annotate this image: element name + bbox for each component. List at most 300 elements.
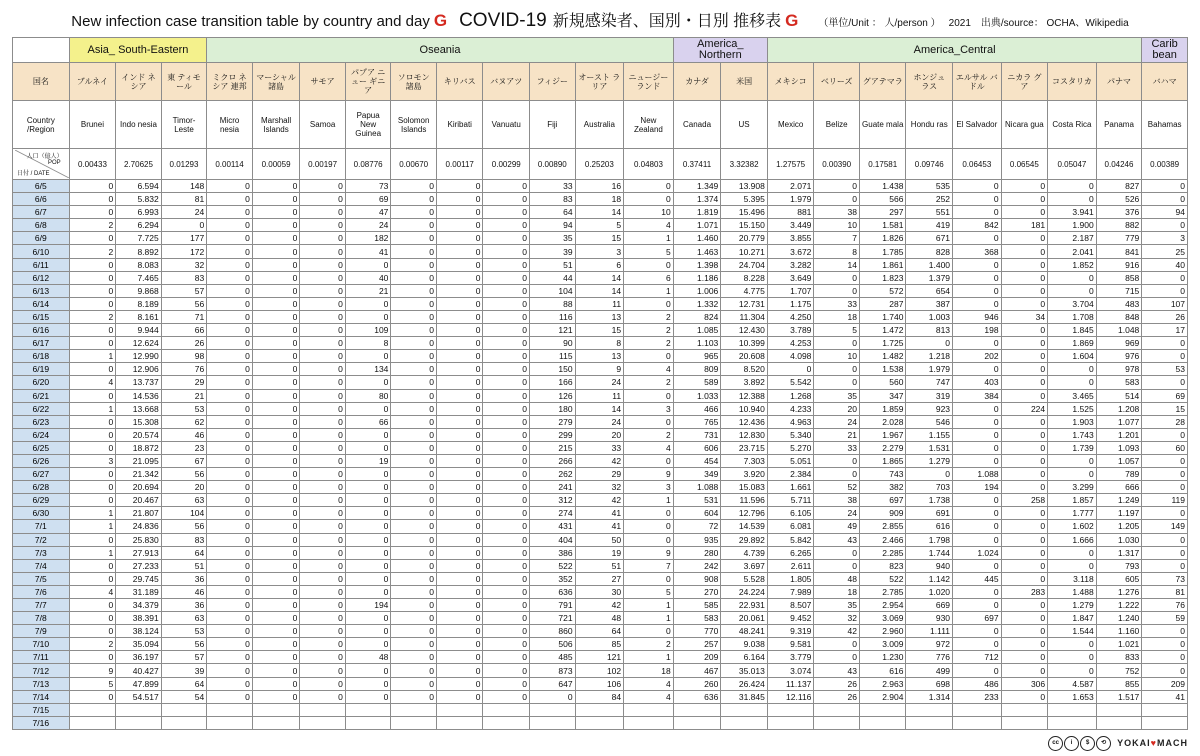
value-cell: 0 xyxy=(391,206,437,219)
value-cell: 0 xyxy=(69,415,116,428)
value-cell: 0 xyxy=(624,625,674,638)
value-cell: 671 xyxy=(906,232,953,245)
date-cell: 7/7 xyxy=(13,599,70,612)
table-row xyxy=(13,677,1188,690)
value-cell: 616 xyxy=(859,664,906,677)
value-cell: 6.265 xyxy=(767,546,814,559)
country-en-3: Micro nesia xyxy=(207,101,253,149)
table-row xyxy=(13,245,1188,258)
value-cell: 0 xyxy=(69,572,116,585)
value-cell: 1.071 xyxy=(673,219,721,232)
value-cell: 551 xyxy=(906,206,953,219)
value-cell xyxy=(1096,703,1142,716)
value-cell: 0 xyxy=(391,585,437,598)
value-cell: 698 xyxy=(906,677,953,690)
value-cell: 0 xyxy=(436,690,483,703)
country-jp-0: ブルネイ xyxy=(69,63,116,101)
value-cell: 0 xyxy=(483,180,530,193)
value-cell: 616 xyxy=(906,520,953,533)
value-cell: 5.832 xyxy=(116,193,162,206)
value-cell: 1.798 xyxy=(906,533,953,546)
value-cell: 0 xyxy=(300,664,346,677)
value-cell xyxy=(69,716,116,729)
value-cell: 0 xyxy=(483,454,530,467)
value-cell: 483 xyxy=(1096,297,1142,310)
value-cell: 11 xyxy=(575,297,624,310)
value-cell: 84 xyxy=(575,690,624,703)
value-cell: 14.536 xyxy=(116,389,162,402)
country-jp-21: コスタリカ xyxy=(1048,63,1097,101)
value-cell: 566 xyxy=(859,193,906,206)
value-cell: 3.465 xyxy=(1048,389,1097,402)
value-cell: 21 xyxy=(345,284,391,297)
value-cell: 5.051 xyxy=(767,454,814,467)
value-cell: 35 xyxy=(814,599,860,612)
value-cell xyxy=(814,716,860,729)
value-cell: 0 xyxy=(483,350,530,363)
value-cell: 299 xyxy=(530,428,576,441)
value-cell: 76 xyxy=(1142,599,1188,612)
value-cell: 0 xyxy=(953,297,1002,310)
value-cell: 0 xyxy=(300,363,346,376)
value-cell: 8.520 xyxy=(721,363,768,376)
value-cell: 0 xyxy=(436,651,483,664)
value-cell xyxy=(1142,703,1188,716)
value-cell: 257 xyxy=(673,638,721,651)
value-cell: 0 xyxy=(207,625,253,638)
value-cell: 260 xyxy=(673,677,721,690)
value-cell: 4 xyxy=(624,690,674,703)
value-cell: 0 xyxy=(1001,651,1048,664)
title-japanese: 新規感染者、国別・日別 推移表 xyxy=(552,13,782,30)
value-cell: 0 xyxy=(1048,638,1097,651)
value-cell: 0 xyxy=(483,612,530,625)
value-cell: 604 xyxy=(673,507,721,520)
value-cell: 26 xyxy=(814,690,860,703)
population-18: 0.09746 xyxy=(906,149,953,180)
value-cell: 0 xyxy=(345,402,391,415)
value-cell: 1.707 xyxy=(767,284,814,297)
value-cell: 20.574 xyxy=(116,428,162,441)
value-cell xyxy=(1001,716,1048,729)
value-cell: 6.993 xyxy=(116,206,162,219)
value-cell: 0 xyxy=(391,572,437,585)
value-cell: 0 xyxy=(345,690,391,703)
value-cell: 21.342 xyxy=(116,468,162,481)
population-6: 0.08776 xyxy=(345,149,391,180)
value-cell: 270 xyxy=(673,585,721,598)
value-cell: 813 xyxy=(906,324,953,337)
value-cell: 0 xyxy=(483,271,530,284)
value-cell: 0 xyxy=(300,206,346,219)
value-cell: 0 xyxy=(391,324,437,337)
population-15: 1.27575 xyxy=(767,149,814,180)
value-cell: 3 xyxy=(1142,232,1188,245)
value-cell: 0 xyxy=(252,193,300,206)
value-cell: 0 xyxy=(953,180,1002,193)
value-cell: 0 xyxy=(300,193,346,206)
value-cell: 41 xyxy=(345,245,391,258)
value-cell: 63 xyxy=(161,612,207,625)
value-cell: 67 xyxy=(161,454,207,467)
value-cell: 1.859 xyxy=(859,402,906,415)
population-7: 0.00670 xyxy=(391,149,437,180)
value-cell: 0 xyxy=(1142,219,1188,232)
value-cell: 1.826 xyxy=(859,232,906,245)
value-cell: 109 xyxy=(345,324,391,337)
value-cell: 181 xyxy=(1001,219,1048,232)
value-cell: 7 xyxy=(814,232,860,245)
country-jp-15: メキシコ xyxy=(767,63,814,101)
value-cell: 9.319 xyxy=(767,625,814,638)
value-cell: 24 xyxy=(575,376,624,389)
value-cell: 0 xyxy=(483,572,530,585)
value-cell: 0 xyxy=(483,546,530,559)
corner-en: Country /Region xyxy=(13,101,70,149)
value-cell: 15 xyxy=(1142,402,1188,415)
population-19: 0.06453 xyxy=(953,149,1002,180)
value-cell: 0 xyxy=(252,324,300,337)
value-cell: 605 xyxy=(1096,572,1142,585)
country-jp-23: バハマ xyxy=(1142,63,1188,101)
value-cell: 35 xyxy=(814,389,860,402)
value-cell: 0 xyxy=(300,389,346,402)
value-cell: 770 xyxy=(673,625,721,638)
value-cell: 0 xyxy=(252,337,300,350)
value-cell: 506 xyxy=(530,638,576,651)
value-cell: 0 xyxy=(1048,193,1097,206)
corner-jp: 国名 xyxy=(13,63,70,101)
value-cell: 1.903 xyxy=(1048,415,1097,428)
value-cell: 0 xyxy=(436,415,483,428)
value-cell: 1.517 xyxy=(1096,690,1142,703)
value-cell: 1.205 xyxy=(1096,520,1142,533)
value-cell: 0 xyxy=(1048,454,1097,467)
country-en-11: Australia xyxy=(575,101,624,149)
value-cell: 0 xyxy=(300,324,346,337)
value-cell: 0 xyxy=(391,193,437,206)
value-cell: 1.740 xyxy=(859,310,906,323)
value-cell: 17 xyxy=(1142,324,1188,337)
value-cell: 0 xyxy=(1001,441,1048,454)
date-cell: 7/10 xyxy=(13,638,70,651)
value-cell: 1.708 xyxy=(1048,310,1097,323)
value-cell: 0 xyxy=(1001,533,1048,546)
value-cell: 9 xyxy=(624,546,674,559)
value-cell: 1.314 xyxy=(906,690,953,703)
value-cell: 1.819 xyxy=(673,206,721,219)
value-cell: 1.805 xyxy=(767,572,814,585)
value-cell: 0 xyxy=(1142,193,1188,206)
value-cell: 3.920 xyxy=(721,468,768,481)
value-cell: 6 xyxy=(575,258,624,271)
value-cell: 0 xyxy=(483,258,530,271)
country-en-6: Papua New Guinea xyxy=(345,101,391,149)
value-cell: 697 xyxy=(953,612,1002,625)
value-cell: 194 xyxy=(345,599,391,612)
value-cell xyxy=(252,716,300,729)
population-0: 0.00433 xyxy=(69,149,116,180)
value-cell xyxy=(161,716,207,729)
value-cell: 1 xyxy=(69,350,116,363)
value-cell: 721 xyxy=(530,612,576,625)
value-cell: 0 xyxy=(483,481,530,494)
value-cell: 1.208 xyxy=(1096,402,1142,415)
value-cell: 2.279 xyxy=(859,441,906,454)
value-cell xyxy=(391,703,437,716)
value-cell: 793 xyxy=(1096,559,1142,572)
value-cell: 18 xyxy=(624,664,674,677)
value-cell xyxy=(767,716,814,729)
value-cell: 0 xyxy=(436,232,483,245)
value-cell: 6.164 xyxy=(721,651,768,664)
value-cell: 0 xyxy=(69,258,116,271)
logo-text-left: YOKAI xyxy=(1117,738,1151,748)
value-cell: 27 xyxy=(575,572,624,585)
value-cell: 0 xyxy=(530,690,576,703)
value-cell: 0 xyxy=(391,180,437,193)
value-cell: 2.028 xyxy=(859,415,906,428)
value-cell: 0 xyxy=(391,337,437,350)
value-cell: 52 xyxy=(814,481,860,494)
value-cell: 1 xyxy=(624,232,674,245)
value-cell: 0 xyxy=(1001,507,1048,520)
value-cell: 1.538 xyxy=(859,363,906,376)
value-cell: 0 xyxy=(953,520,1002,533)
value-cell: 0 xyxy=(436,520,483,533)
country-en-21: Costa Rica xyxy=(1048,101,1097,149)
country-jp-1: インド ネシア xyxy=(116,63,162,101)
value-cell: 1.175 xyxy=(767,297,814,310)
value-cell: 12.906 xyxy=(116,363,162,376)
value-cell xyxy=(436,703,483,716)
value-cell: 0 xyxy=(252,599,300,612)
value-cell: 32 xyxy=(161,258,207,271)
value-cell: 1.861 xyxy=(859,258,906,271)
value-cell: 0 xyxy=(436,625,483,638)
value-cell: 930 xyxy=(906,612,953,625)
value-cell: 0 xyxy=(953,533,1002,546)
value-cell: 0 xyxy=(436,664,483,677)
value-cell: 0 xyxy=(300,638,346,651)
value-cell: 731 xyxy=(673,428,721,441)
value-cell xyxy=(1048,703,1097,716)
value-cell: 0 xyxy=(1001,546,1048,559)
value-cell: 0 xyxy=(300,546,346,559)
date-cell: 6/20 xyxy=(13,376,70,389)
value-cell: 42 xyxy=(814,625,860,638)
value-cell: 1.653 xyxy=(1048,690,1097,703)
value-cell: 0 xyxy=(906,468,953,481)
value-cell: 0 xyxy=(391,297,437,310)
population-8: 0.00117 xyxy=(436,149,483,180)
value-cell: 0 xyxy=(69,193,116,206)
value-cell: 0 xyxy=(252,428,300,441)
value-cell: 0 xyxy=(207,494,253,507)
value-cell: 2.071 xyxy=(767,180,814,193)
country-en-9: Vanuatu xyxy=(483,101,530,149)
value-cell: 0 xyxy=(207,664,253,677)
date-cell: 6/13 xyxy=(13,284,70,297)
value-cell: 842 xyxy=(953,219,1002,232)
value-cell: 1 xyxy=(624,651,674,664)
value-cell: 0 xyxy=(252,310,300,323)
value-cell: 0 xyxy=(1142,559,1188,572)
value-cell: 0 xyxy=(391,389,437,402)
date-cell: 7/5 xyxy=(13,572,70,585)
value-cell: 4.775 xyxy=(721,284,768,297)
infection-table xyxy=(12,37,1188,730)
value-cell: 20 xyxy=(814,402,860,415)
value-cell: 0 xyxy=(252,559,300,572)
value-cell: 0 xyxy=(391,468,437,481)
value-cell: 9 xyxy=(575,363,624,376)
value-cell: 134 xyxy=(345,363,391,376)
value-cell: 0 xyxy=(252,664,300,677)
value-cell: 0 xyxy=(953,507,1002,520)
value-cell: 29 xyxy=(161,376,207,389)
value-cell: 1.201 xyxy=(1096,428,1142,441)
value-cell: 0 xyxy=(953,363,1002,376)
value-cell: 1 xyxy=(69,402,116,415)
date-key-label: 日付 / DATE xyxy=(17,171,50,177)
value-cell: 73 xyxy=(345,180,391,193)
value-cell: 0 xyxy=(391,402,437,415)
population-key xyxy=(13,149,70,180)
value-cell: 1.024 xyxy=(953,546,1002,559)
value-cell: 1.155 xyxy=(906,428,953,441)
value-cell: 752 xyxy=(1096,664,1142,677)
value-cell: 0 xyxy=(300,520,346,533)
country-jp-12: ニュージー ランド xyxy=(624,63,674,101)
value-cell xyxy=(483,716,530,729)
value-cell: 0 xyxy=(1048,468,1097,481)
value-cell: 0 xyxy=(391,350,437,363)
table-row xyxy=(13,337,1188,350)
value-cell: 7.725 xyxy=(116,232,162,245)
value-cell: 0 xyxy=(207,310,253,323)
value-cell: 1.160 xyxy=(1096,625,1142,638)
value-cell: 1.602 xyxy=(1048,520,1097,533)
value-cell: 0 xyxy=(207,572,253,585)
date-cell: 6/14 xyxy=(13,297,70,310)
table-row xyxy=(13,454,1188,467)
population-17: 0.17581 xyxy=(859,149,906,180)
value-cell: 0 xyxy=(436,454,483,467)
value-cell: 0 xyxy=(624,193,674,206)
value-cell: 0 xyxy=(345,664,391,677)
value-cell: 15.083 xyxy=(721,481,768,494)
value-cell: 9.868 xyxy=(116,284,162,297)
value-cell: 18 xyxy=(575,193,624,206)
value-cell: 0 xyxy=(953,271,1002,284)
value-cell: 0 xyxy=(436,559,483,572)
value-cell: 3.649 xyxy=(767,271,814,284)
value-cell: 0 xyxy=(1001,297,1048,310)
country-jp-19: エルサル バドル xyxy=(953,63,1002,101)
value-cell: 0 xyxy=(345,559,391,572)
value-cell: 0 xyxy=(436,494,483,507)
value-cell: 0 xyxy=(207,468,253,481)
value-cell: 13.737 xyxy=(116,376,162,389)
title-english: New infection case transition table by country and day xyxy=(71,13,430,30)
value-cell: 3.672 xyxy=(767,245,814,258)
value-cell: 0 xyxy=(345,258,391,271)
value-cell xyxy=(436,716,483,729)
date-cell: 6/24 xyxy=(13,428,70,441)
value-cell: 0 xyxy=(624,297,674,310)
value-cell: 0 xyxy=(207,520,253,533)
value-cell: 0 xyxy=(483,297,530,310)
value-cell: 0 xyxy=(300,625,346,638)
value-cell: 0 xyxy=(814,271,860,284)
value-cell: 647 xyxy=(530,677,576,690)
value-cell: 36 xyxy=(161,599,207,612)
value-cell: 0 xyxy=(207,324,253,337)
value-cell: 467 xyxy=(673,664,721,677)
value-cell: 12.430 xyxy=(721,324,768,337)
value-cell: 0 xyxy=(69,625,116,638)
value-cell xyxy=(116,703,162,716)
table-row xyxy=(13,193,1188,206)
value-cell xyxy=(1001,703,1048,716)
value-cell: 6.081 xyxy=(767,520,814,533)
value-cell: 1 xyxy=(69,520,116,533)
value-cell: 0 xyxy=(207,219,253,232)
value-cell: 0 xyxy=(1001,428,1048,441)
value-cell: 262 xyxy=(530,468,576,481)
value-cell: 0 xyxy=(1048,559,1097,572)
value-cell: 32 xyxy=(814,612,860,625)
value-cell: 0 xyxy=(252,481,300,494)
value-cell: 0 xyxy=(624,415,674,428)
value-cell: 522 xyxy=(530,559,576,572)
value-cell: 0 xyxy=(1048,664,1097,677)
value-cell: 0 xyxy=(814,651,860,664)
value-cell: 0 xyxy=(1142,625,1188,638)
value-cell: 0 xyxy=(436,310,483,323)
value-cell: 965 xyxy=(673,350,721,363)
value-cell: 319 xyxy=(906,389,953,402)
value-cell: 0 xyxy=(69,284,116,297)
value-cell: 382 xyxy=(859,481,906,494)
value-cell: 0 xyxy=(345,677,391,690)
value-cell: 24 xyxy=(814,415,860,428)
value-cell: 0 xyxy=(391,559,437,572)
value-cell: 287 xyxy=(859,297,906,310)
value-cell: 24 xyxy=(345,219,391,232)
brand-logo xyxy=(1117,738,1188,748)
value-cell: 149 xyxy=(1142,520,1188,533)
value-cell: 12.990 xyxy=(116,350,162,363)
value-cell: 0 xyxy=(207,271,253,284)
value-cell: 1.021 xyxy=(1096,638,1142,651)
value-cell: 0 xyxy=(1142,428,1188,441)
value-cell: 3 xyxy=(624,481,674,494)
value-cell: 1 xyxy=(624,599,674,612)
value-cell: 0 xyxy=(436,402,483,415)
value-cell: 0 xyxy=(1001,415,1048,428)
date-cell: 6/28 xyxy=(13,481,70,494)
country-jp-8: キリバス xyxy=(436,63,483,101)
value-cell: 0 xyxy=(436,376,483,389)
table-row xyxy=(13,638,1188,651)
country-en-0: Brunei xyxy=(69,101,116,149)
value-cell: 36 xyxy=(161,572,207,585)
value-cell: 1.400 xyxy=(906,258,953,271)
value-cell: 0 xyxy=(953,206,1002,219)
value-cell: 12.624 xyxy=(116,337,162,350)
